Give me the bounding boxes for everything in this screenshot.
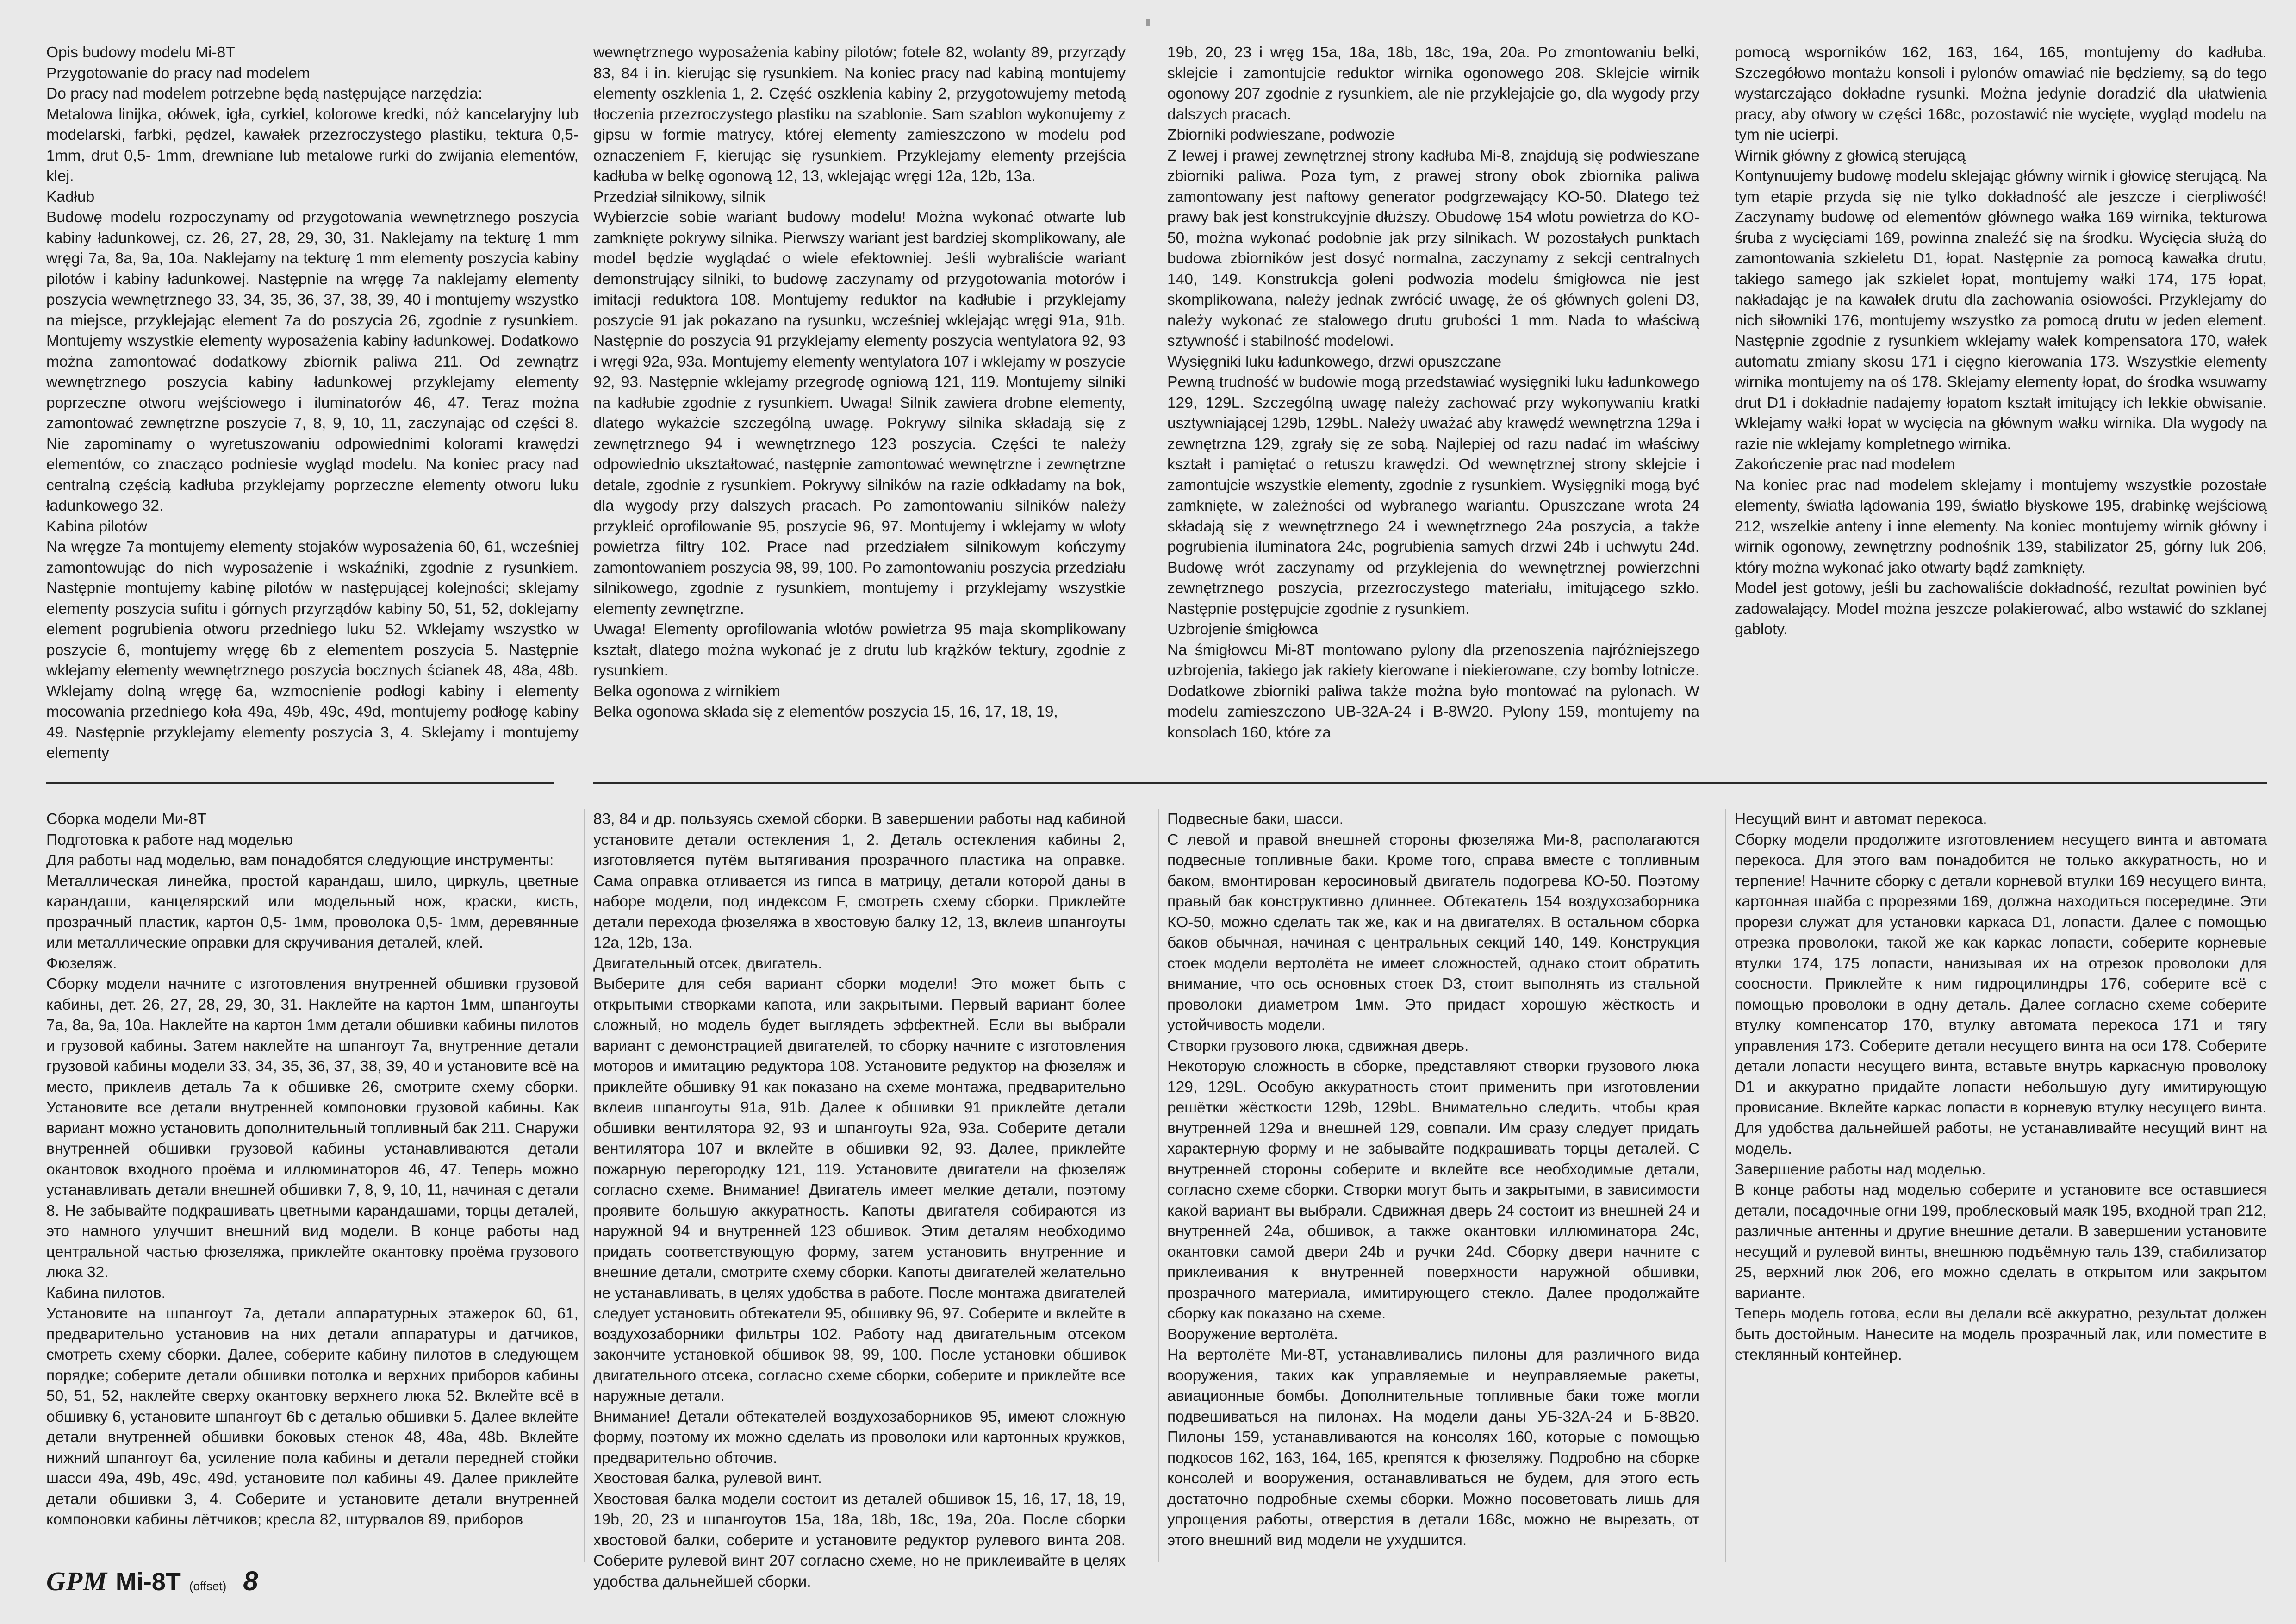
paragraph: Na wręgze 7a montujemy elementy stojaków wyposażenia 60, 61, wcześniej zamontowując do nich wyposażenie i wskaźniki, zgodnie z rysunkiem. Następnie montujemy kabinę pilotów w następującej kolejności; sklejamy elementy poszycia sufitu i górnych przyrządów kabiny 50, 51, 52, doklejamy element pogrubienia otworu przedniego luku 52. Wklejamy wszystko w poszycie 6, montujemy wręgę 6b z elementem poszycia 5. Następnie wklejamy elementy wewnętrznego poszycia bocznych ścianek 48, 48a, 48b. Wklejamy dolną wręgę 6a, wzmocnienie podłogi kabiny i elementy mocowania przedniego koła 49a, 49b, 49c, 49d, montujemy podłogę kabiny 49. Następnie przyklejamy elementy poszycia 3, 4. Sklejamy i montujemy elementy <box>46 538 579 762</box>
paragraph: Установите на шпангоут 7а, детали аппаратурных этажерок 60, 61, предварительно установив на них детали аппаратуры и датчиков, смотреть схему сборки. Далее, соберите кабину пилотов в следующем порядке; соберите детали обшивки потолка и верхних приборов кабины 50, 51, 52, наклейте сверху окантовку верхнего люка 52. Вклейте всё в обшивку 6, установите шпангоут 6b с деталью обшивки 5. Далее вклейте детали внутренней обшивки боковых стенок 48, 48а, 48b. Вклейте нижний шпангоут 6а, усиление пола кабины и детали передней стойки шасси 49а, 49b, 49с, 49d, установите пол кабины 49. Далее приклейте детали обшивки 3, 4. Соберите и установите детали внутренней компоновки кабины лётчиков; кресла 82, штурвалов 89, приборов <box>46 1305 579 1528</box>
polish-column-1 <box>46 43 579 762</box>
section-divider-right <box>593 782 2267 784</box>
paragraph: Budowę modelu rozpoczynamy od przygotowania wewnętrznego poszycia kabiny ładunkowej, cz. 26, 27, 28, 29, 30, 31. Naklejamy na tekturę 1 mm wręgi 7a, 8a, 9a, 10a. Naklejamy na tekturę 1 mm elementy poszycia kabiny pilotów i kabiny ładunkowej. Następnie na wręgę 7a naklejamy elementy poszycia wewnętrznego 33, 34, 35, 36, 37, 38, 39, 40 i montujemy wszystko na miejsce, przyklejając element 7a do poszycia 26, zgodnie z rysunkiem. Montujemy wszystkie elementy wyposażenia kabiny ładunkowej. Dodatkowo można zamontować dodatkowy zbiornik paliwa 211. Od zewnątrz wewnętrznego poszycia kabiny ładunkowej przyklejamy elementy poprzeczne otworu wejściowego i iluminatorów 46, 47. Teraz można zamontować zewnętrzne poszycie 7, 8, 9, 10, 11, zaczynając od części 8. Nie zapominamy o wyretuszowaniu odpowiednimi kolorami krawędzi elementów, co znacząco podniesie wygląd modelu. Na koniec pracy nad centralną częścią kadłuba przyklejamy poprzeczne elementy otworu luku ładunkowego 32. <box>46 209 579 514</box>
section-heading: Zbiorniki podwieszane, podwozie <box>1167 126 1395 144</box>
section-heading: Zakończenie prac nad modelem <box>1735 456 1955 473</box>
paragraph: Metalowa linijka, ołówek, igła, cyrkiel, kolorowe kredki, nóż kancelaryjny lub modelarski, farbki, pędzel, kawałek przezroczystego plastiku, tektura 0,5- 1mm, drut 0,5- 1mm, drewniane lub metalowe rurki do zwijania elementów, klej. <box>46 106 579 185</box>
polish-column-4 <box>1735 43 2267 700</box>
paragraph: С левой и правой внешней стороны фюзеляжа Ми-8, располагаются подвесные топливные баки. Кроме того, справа вместе с топливным баком, вмонтирован керосиновый двигатель подогрева КО-50. Поэтому правый бак конструктивно длиннее. Обтекатель 154 воздухозаборника КО-50, можно сделать так же, как и на двигателях. В остальном сборка баков обычная, начиная с центральных секций 140, 149. Конструкция стоек модели вертолёта не имеет сложностей, однако стоит обратить внимание, что ось основных стоек D3, стоит выполнять из стальной проволоки диаметром 1мм. Это придаст хорошую жёсткость и устойчивость модели. <box>1167 831 1699 1034</box>
section-heading: Несущий винт и автомат перекоса. <box>1735 811 1987 828</box>
edition-label: (offset) <box>189 1579 227 1593</box>
section-heading: Кабина пилотов. <box>46 1284 166 1302</box>
paragraph: Теперь модель готова, если вы делали всё аккуратно, результат должен быть достойным. Нанесите на модель прозрачный лак, или поместите в стеклянный контейнер. <box>1735 1305 2267 1363</box>
doc-title: Opis budowy modelu Mi-8T <box>46 44 235 61</box>
paragraph: Belka ogonowa składa się z elementów poszycia 15, 16, 17, 18, 19, <box>593 703 1058 720</box>
paragraph: pomocą wsporników 162, 163, 164, 165, montujemy do kadłuba. Szczegółowo montażu konsoli i pylonów omawiać nie będziemy, są do tego wystarczająco dokładne rysunki. Można jedynie doradzić dla ułatwienia pracy, aby otwory w części 168c, pozostawić nie wycięte, wygląd modelu na tym nie ucierpi. <box>1735 44 2267 144</box>
print-registration-mark <box>1146 19 1150 26</box>
section-heading: Przedział silnikowy, silnik <box>593 188 765 206</box>
paragraph: Na śmigłowcu Mi-8T montowano pylony dla przenoszenia najróżniejszego uzbrojenia, takiego jak rakiety kierowane i niekierowane, czy bomby lotnicze. Dodatkowe zbiorniki paliwa także można było montować na pylonach. W modelu zamieszczono UB-32A-24 i B-8W20. Pylony 159, montujemy na konsolach 160, które za <box>1167 641 1699 741</box>
section-heading: Подготовка к работе над моделью <box>46 831 293 849</box>
russian-column-3 <box>1167 809 1699 1549</box>
column-rule <box>584 809 585 1562</box>
paragraph: Uwaga! Elementy oprofilowania wlotów powietrza 95 maja skomplikowany kształt, dlatego można wykonać je z drutu lub krążków tektury, zgodnie z rysunkiem. <box>593 621 1126 679</box>
paragraph: На вертолёте Ми-8Т, устанавливались пилоны для различного вида вооружения, таких как управляемые и неуправляемые ракеты, авиационные бомбы. Дополнительные топливные баки тоже могли подвешиваться на пилонах. На модели даны УБ-32А-24 и Б-8В20. Пилоны 159, устанавливаются на консолях 160, которые с помощью подкосов 162, 163, 164, 165, крепятся к фюзеляжу. Подробно на сборке консолей и вооружения, останавливаться не будем, для этого есть достаточно подробные схемы сборки. Можно посоветовать лишь для упрощения работы, отверстия в детали 168с, можно не вырезать, от этого внешний вид модели не ухудшится. <box>1167 1346 1699 1549</box>
page-footer <box>46 1566 258 1603</box>
paragraph: wewnętrznego wyposażenia kabiny pilotów; fotele 82, wolanty 89, przyrządy 83, 84 i in. kierując się rysunkiem. Na koniec pracy nad kabiną montujemy elementy oszklenia 1, 2. Część oszklenia kabiny 2, przygotowujemy metodą tłoczenia przezroczystego plastiku na szablonie. Sam szablon wykonujemy z gipsu w formie matrycy, której elementy zamieszczono w modelu pod oznaczeniem F, kierując się rysunkiem. Przyklejamy elementy przejścia kadłuba w belkę ogonową 12, 13, wklejając wręgi 12a, 12b, 13a. <box>593 44 1126 185</box>
paragraph: Z lewej i prawej zewnętrznej strony kadłuba Mi-8, znajdują się podwieszane zbiorniki paliwa. Poza tym, z prawej strony obok zbiornika paliwa zamontowany jest naftowy generator podgrzewający KO-50. Dlatego też prawy bak jest konstrukcyjnie dłuższy. Obudowę 154 wlotu powietrza do KO-50, można wykonać podobnie jak przy silnikach. W pozostałych punktach budowa zbiorników jest dosyć normalna, zaczynamy z sekcji centralnych 140, 149. Konstrukcja goleni podwozia modelu śmigłowca nie jest skomplikowana, należy jednak zwrócić uwagę, że oś głównych goleni D3, należy wykonać ze stalowego drutu grubości 1 mm. Nada to właściwą sztywność i stabilność modelowi. <box>1167 147 1699 350</box>
paragraph: Do pracy nad modelem potrzebne będą następujące narzędzia: <box>46 85 483 102</box>
section-divider-left <box>46 782 554 784</box>
paragraph: Хвостовая балка модели состоит из деталей обшивок 15, 16, 17, 18, 19, 19b, 20, 23 и шпангоутов 15а, 18а, 18b, 18с, 19а, 20а. После сборки хвостовой балки, соберите и установите редуктор рулевого винта 208. Соберите рулевой винт 207 согласно схеме, но не приклеивайте в целях удобства дальнейшей сборки. <box>593 1490 1126 1590</box>
model-name: Mi-8T <box>115 1568 181 1596</box>
section-heading: Wirnik główny z głowicą sterującą <box>1735 147 1966 164</box>
paragraph: Выберите для себя вариант сборки модели! Это может быть с открытыми створками капота, или закрытыми. Первый вариант более сложный, но модель будет выглядеть эффектней. Если вы выбрали вариант с демонстрацией двигателей, то сборку начните с изготовления моторов и имитацию редуктора 108. Установите редуктор на фюзеляж и приклейте обшивку 91 как показано на схеме монтажа, предварительно вклеив шпангоуты 91а, 91b. Далее к обшивки 91 приклейте детали обшивки вентилятора 92, 93 и шпангоуты 92а, 93а. Соберите детали вентилятора 107 и вклейте в обшивки 92, 93. Далее, приклейте пожарную перегородку 121, 119. Установите двигатели на фюзеляж согласно схеме. Внимание! Двигатель имеет мелкие детали, поэтому проявите большую аккуратность. Капоты двигателя собираются из наружной 94 и внутренней 123 обшивок. Этим деталям необходимо придать соответствующую форму, затем установить внутренние и внешние детали, смотрите схему сборки. Капоты двигателей желательно не устанавливать, в целях удобства в работе. После монтажа двигателей следует установить обтекатели 95, обшивку 96, 97. Соберите и вклейте в воздухозаборники фильтры 102. Работу над двигательным отсеком закончите установкой обшивок 98, 99, 100. После установки обшивок двигательного отсека, согласно схеме сборки, соберите и приклейте все наружные детали. <box>593 975 1126 1405</box>
column-rule <box>1725 809 1726 1562</box>
section-heading: Вооружение вертолёта. <box>1167 1325 1338 1343</box>
paragraph: Wybierzcie sobie wariant budowy modelu! Można wykonać otwarte lub zamknięte pokrywy silnika. Pierwszy wariant jest bardziej skomplikowany, ale model będzie wyglądać o wiele efektowniej. Jeśli wybraliście wariant demonstrujący silniki, to budowę zaczynamy od przygotowania motorów i imitacji reduktora 108. Montujemy reduktor na kadłubie i przyklejamy poszycie 91 jak pokazano na rysunku, wcześniej wklejając wręgi 91a, 91b. Następnie do poszycia 91 przyklejamy elementy poszycia wentylatora 92, 93 i wręgi 92a, 93a. Montujemy elementy wentylatora 107 i wklejamy w poszycie 92, 93. Następnie wklejamy przegrodę ogniową 121, 119. Montujemy silniki na kadłubie zgodnie z rysunkiem. Uwaga! Silnik zawiera drobne elementy, dlatego wykażcie szczególną uwagę. Pokrywy silnika składają się z zewnętrznego 94 i wewnętrznego 123 poszycia. Części te należy odpowiednio ukształtować, następnie zamontować wewnętrzne i zewnętrzne detale, zgodnie z rysunkiem. Pokrywy silników na razie odkładamy na bok, dla wygody przy dalszych pracach. Po zamontowaniu silników należy przykleić oprofilowanie 95, poszycie 96, 97. Montujemy i wklejamy w wloty powietrza filtry 102. Prace nad przedziałem silnikowym kończymy zamontowaniem poszycia 98, 99, 100. Po zamontowaniu poszycia przedziału silnikowego, zgodnie z rysunkiem, montujemy i przyklejamy wszystkie elementy zewnętrzne. <box>593 209 1126 618</box>
paragraph: 19b, 20, 23 i wręg 15a, 18a, 18b, 18c, 19a, 20a. Po zmontowaniu belki, sklejcie i zamontujcie reduktor wirnika ogonowego 208. Sklejcie wirnik ogonowy 207 zgodnie z rysunkiem, ale nie przyklejajcie go, dla wygody przy dalszych pracach. <box>1167 44 1699 123</box>
russian-column-2 <box>593 809 1126 1590</box>
polish-column-2 <box>593 43 1126 755</box>
paragraph: Внимание! Детали обтекателей воздухозаборников 95, имеют сложную форму, поэтому их можно сделать из проволоки или картонных кружков, предварительно обточив. <box>593 1408 1126 1467</box>
paragraph: Pewną trudność w budowie mogą przedstawiać wysięgniki luku ładunkowego 129, 129L. Szczególną uwagę należy zachować przy wykonywaniu kratki usztywniającej 129b, 129bL. Należy uważać aby krawędź wewnętrzna 129a i zewnętrzna 129, zgrały się ze sobą. Najlepiej od razu nadać im właściwy kształt i pamiętać o retuszu krawędzi. Od wewnętrznej strony sklejcie i zamontujcie wszystkie elementy, zgodnie z rysunkiem. Wysięgniki mogą być zamknięte, w zależności od wybranego wariantu. Opuszczane wrota 24 składają się z wewnętrznego 24 i wewnętrznego 24a poszycia, a także pogrubienia iluminatora 24c, pogrubienia samych drzwi 24b i uchwytu 24d. Budowę wrót zaczynamy od przyklejenia do wewnętrznej powierzchni zewnętrznego poszycia, przezroczystego materiału, imitującego szkło. Następnie postępujcie zgodnie z rysunkiem. <box>1167 374 1699 618</box>
section-heading: Belka ogonowa z wirnikiem <box>593 682 781 700</box>
section-heading: Створки грузового люка, сдвижная дверь. <box>1167 1037 1469 1055</box>
section-heading: Kadłub <box>46 188 95 206</box>
russian-column-1 <box>46 809 579 1545</box>
section-heading: Хвостовая балка, рулевой винт. <box>593 1470 822 1487</box>
section-heading: Przygotowanie do pracy nad modelem <box>46 64 310 82</box>
russian-column-4 <box>1735 809 2267 1430</box>
paragraph: Некоторую сложность в сборке, представляют створки грузового люка 129, 129L. Особую аккуратность стоит применить при изготовлении решётки жёсткости 129b, 129bL. Внимательно следить, чтобы края внутренней 129а и внешней 129, совпали. Им сразу следует придать характерную форму и не забывайте подкрашивать торцы деталей. С внутренней стороны соберите и вклейте все необходимые детали, согласно схеме сборки. Створки могут быть и закрытыми, в зависимости какой вариант вы выбрали. Сдвижная дверь 24 состоит из внешней 24 и внутренней 24а, обшивок, а также окантовки иллюминатора 24с, окантовки самой двери 24b и ручки 24d. Сборку двери начните с приклеивания к внутренней поверхности наружной обшивки, прозрачного материала, имитирующего стекло. Далее продолжайте сборку как показано на схеме. <box>1167 1058 1699 1322</box>
paragraph: Kontynuujemy budowę modelu sklejając główny wirnik i głowicę sterującą. Na tym etapie przyda się nie tylko dokładność ale jeszcze i cierpliwość! Zaczynamy budowę od elementów głównego wałka 169 wirnika, tekturowa śruba z wycięciami 169, powinna znaleźć się na środku. Wycięcia służą do zamontowania szkieletu D1, łopat. Następnie za pomocą kawałka drutu, takiego samego jak szkielet łopat, montujemy wałki 174, 175 łopat, nakładając je na kawałek drutu dla zachowania osiowości. Przyklejamy do nich siłowniki 176, montujemy wszystko za pomocą drutu w jeden element. Następnie zgodnie z rysunkiem wklejamy wałek kompensatora 170, wałek automatu zmiany skosu 171 i cięgno kierowania 173. Wszystkie elementy wirnika montujemy na oś 178. Sklejamy elementy łopat, do środka wsuwamy drut D1 i dokładnie nadajemy łopatom kształt imitujący ich lekkie obwisanie. Wklejamy wałki łopat w wycięcia na głównym wałku wirnika. Dla wygody na razie nie wklejamy kompletnego wirnika. <box>1735 168 2267 453</box>
paragraph: Model jest gotowy, jeśli bu zachowaliście dokładność, rezultat powinien być zadowalający. Model można jeszcze polakierować, albo wstawić do szklanej gabloty. <box>1735 580 2267 638</box>
section-heading: Двигательный отсек, двигатель. <box>593 955 822 972</box>
paragraph: Сборку модели продолжите изготовлением несущего винта и автомата перекоса. Для этого вам понадобится не только аккуратность, но и терпение! Начните сборку с детали корневой втулки 169 несущего винта, картонная шайба с прорезями 169, должна находиться посередине. Эти прорези служат для установки каркаса D1, лопасти. Далее с помощью отрезка проволоки, такой же как каркас лопасти, соберите корневые втулки 174, 175 лопасти, нанизывая их на отрезок проволоки для соосности. Приклейте к ним гидроцилиндры 176, соберите всё с помощью проволоки в одну деталь. Далее согласно схеме соберите втулку компенсатор 170, втулку автомата перекоса 171 и тягу управления 173. Соберите детали несущего винта на оси 178. Соберите детали лопасти несущего винта, вставьте внутрь каркасную проволоку D1 и аккуратно придайте лопасти небольшую дугу имитирующую провисание. Вклейте каркас лопасти в корневую втулку несущего винта. Для удобства дальнейшей работы, не устанавливайте несущий винт на модель. <box>1735 831 2267 1157</box>
section-heading: Uzbrojenie śmigłowca <box>1167 621 1318 638</box>
paragraph: 83, 84 и др. пользуясь схемой сборки. В завершении работы над кабиной установите детали остекления 1, 2. Деталь остекления кабины 2, изготовляется путём вытягивания прозрачного пластика на оправке. Сама оправка отливается из гипса в матрицу, детали которой даны в наборе модели, под индексом F, смотреть схему сборки. Приклейте детали перехода фюзеляжа в хвостовую балку 12, 13, вклеив шпангоуты 12а, 12b, 13а. <box>593 811 1126 951</box>
section-heading: Подвесные баки, шасси. <box>1167 811 1344 828</box>
section-heading: Фюзеляж. <box>46 955 117 972</box>
polish-column-3 <box>1167 43 1699 755</box>
paragraph: Металлическая линейка, простой карандаш, шило, циркуль, цветные карандаши, канцелярский или модельный нож, краски, кисть, прозрачный пластик, картон 0,5- 1мм, проволока 0,5- 1мм, деревянные или металлические оправки для скручивания деталей, клей. <box>46 872 579 951</box>
section-heading: Wysięgniki luku ładunkowego, drzwi opuszczane <box>1167 353 1502 370</box>
paragraph: Для работы над моделью, вам понадобятся следующие инструменты: <box>46 852 554 869</box>
paragraph: В конце работы над моделью соберите и установите все оставшиеся детали, посадочные огни 199, проблесковый маяк 195, входной трап 212, различные антенны и другие внешние детали. В завершении установите несущий и рулевой винты, внешнюю подъёмную таль 139, стабилизатор 25, верхний люк 206, его можно сделать в открытом или закрытом варианте. <box>1735 1181 2267 1302</box>
column-rule <box>1158 809 1159 1562</box>
section-heading: Завершение работы над моделью. <box>1735 1161 1986 1178</box>
page-number: 8 <box>243 1566 258 1596</box>
gpm-logo: GPM <box>46 1566 107 1596</box>
doc-title: Сборка модели Ми-8Т <box>46 811 207 828</box>
section-heading: Kabina pilotów <box>46 518 147 535</box>
paragraph: Na koniec prac nad modelem sklejamy i montujemy wszystkie pozostałe elementy, światła lądowania 199, światło błyskowe 195, drabinkę wejściową 212, wszelkie anteny i inne elementy. Na koniec montujemy wirnik główny i wirnik ogonowy, zewnętrzny podnośnik 139, stabilizator 25, górny luk 206, który można wykonać jako otwarty bądź zamknięty. <box>1735 476 2267 576</box>
paragraph: Сборку модели начните с изготовления внутренней обшивки грузовой кабины, дет. 26, 27, 28, 29, 30, 31. Наклейте на картон 1мм, шпангоуты 7а, 8а, 9а, 10а. Наклейте на картон 1мм детали обшивки кабины пилотов и грузовой кабины. Затем наклейте на шпангоут 7а, внутренние детали грузовой кабины модели 33, 34, 35, 36, 37, 38, 39, 40 и установите всё на место, приклеив деталь 7а к обшивке 26, смотрите схему сборки. Установите все детали внутренней компоновки грузовой кабины. Как вариант можно установить дополнительный топливный бак 211. Снаружи внутренней обшивки грузовой кабины устанавливаются детали окантовок входного проёма и иллюминаторов 46, 47. Теперь можно устанавливать детали внешней обшивки 7, 8, 9, 10, 11, начиная с детали 8. Не забывайте подкрашивать цветными карандашами, торцы деталей, это намного улучшит внешний вид модели. В конце работы над центральной частью фюзеляжа, приклейте окантовку проёма грузового люка 32. <box>46 975 579 1281</box>
